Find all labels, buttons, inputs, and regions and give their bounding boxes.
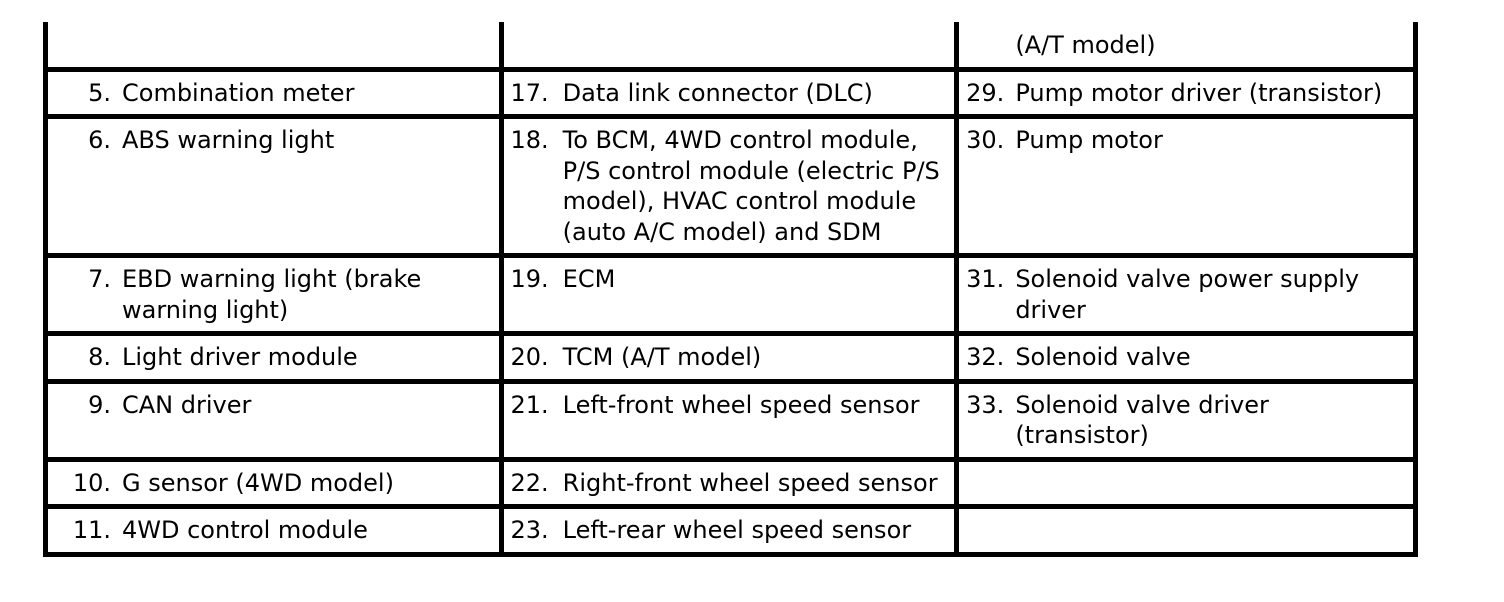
item-text: ECM (562, 265, 616, 293)
item-text: (A/T model) (1015, 31, 1156, 59)
table-row (46, 381, 1416, 459)
table-cell (46, 256, 502, 334)
item-text: TCM (A/T model) (562, 343, 762, 371)
item-number: 8. (88, 343, 111, 371)
item-text: 4WD control module (122, 516, 368, 544)
item-number: 21. (510, 390, 549, 419)
table-cell (46, 334, 502, 382)
item-number: 11. (72, 516, 111, 544)
item-number: 20. (510, 343, 549, 371)
table-cell (957, 507, 1416, 555)
item-text: Combination meter (122, 78, 355, 107)
table-cell (501, 256, 957, 334)
table-row (46, 69, 1416, 117)
item-text: Pump motor (1015, 126, 1163, 154)
table-cell (501, 69, 957, 117)
table-cell (501, 334, 957, 382)
table-cell (46, 459, 502, 507)
table-row (46, 256, 1416, 334)
item-number: 30. (966, 126, 1005, 154)
table-row (46, 117, 1416, 256)
item-number: 29. (966, 78, 1005, 107)
item-number: 17. (510, 78, 549, 107)
table-cell (957, 69, 1416, 117)
item-text: EBD warning light (brake warning light) (122, 265, 422, 324)
table-cell (957, 381, 1416, 459)
table-row (46, 459, 1416, 507)
item-number: 33. (966, 390, 1005, 419)
table-cell (957, 459, 1416, 507)
table-cell (501, 381, 957, 459)
item-text: To BCM, 4WD control module, P/S control module (electric P/S model), HVAC control module (auto A/C model) and SDM (562, 126, 940, 246)
table-cell (46, 117, 502, 256)
item-number: 5. (88, 78, 111, 107)
item-text: Light driver module (122, 343, 358, 371)
item-number: 23. (510, 516, 549, 544)
item-number: 32. (966, 343, 1005, 371)
table-cell (501, 22, 957, 69)
item-text: Solenoid valve driver (transistor) (1015, 390, 1269, 449)
table-cell (957, 334, 1416, 382)
item-text: Left-rear wheel speed sensor (562, 516, 912, 544)
item-text: Right-front wheel speed sensor (562, 468, 938, 497)
table-cell (46, 22, 502, 69)
table-cell (501, 507, 957, 555)
item-text: ABS warning light (122, 126, 335, 154)
item-number: 7. (88, 265, 111, 293)
table-cell (501, 117, 957, 256)
item-text: Pump motor driver (transistor) (1015, 78, 1383, 107)
table-row (46, 507, 1416, 555)
table-cell (957, 22, 1416, 69)
table-cell (501, 459, 957, 507)
item-number: 19. (510, 265, 549, 293)
table-cell (957, 117, 1416, 256)
item-number: 18. (510, 126, 549, 154)
item-number: 10. (72, 468, 111, 497)
item-text: G sensor (4WD model) (122, 468, 394, 497)
table-row (46, 22, 1416, 69)
item-number: 31. (966, 265, 1005, 293)
table-cell (46, 69, 502, 117)
table-cell (957, 256, 1416, 334)
table-cell (46, 507, 502, 555)
item-text: Left-front wheel speed sensor (562, 390, 920, 419)
table-cell (46, 381, 502, 459)
item-text: Data link connector (DLC) (562, 78, 873, 107)
item-text: Solenoid valve power supply driver (1015, 265, 1360, 324)
item-number: 9. (88, 390, 111, 419)
item-number: 22. (510, 468, 549, 497)
table-row (46, 334, 1416, 382)
component-legend-table (43, 22, 1418, 557)
item-text: Solenoid valve (1015, 343, 1191, 371)
item-text: CAN driver (122, 390, 252, 419)
item-number: 6. (88, 126, 111, 154)
